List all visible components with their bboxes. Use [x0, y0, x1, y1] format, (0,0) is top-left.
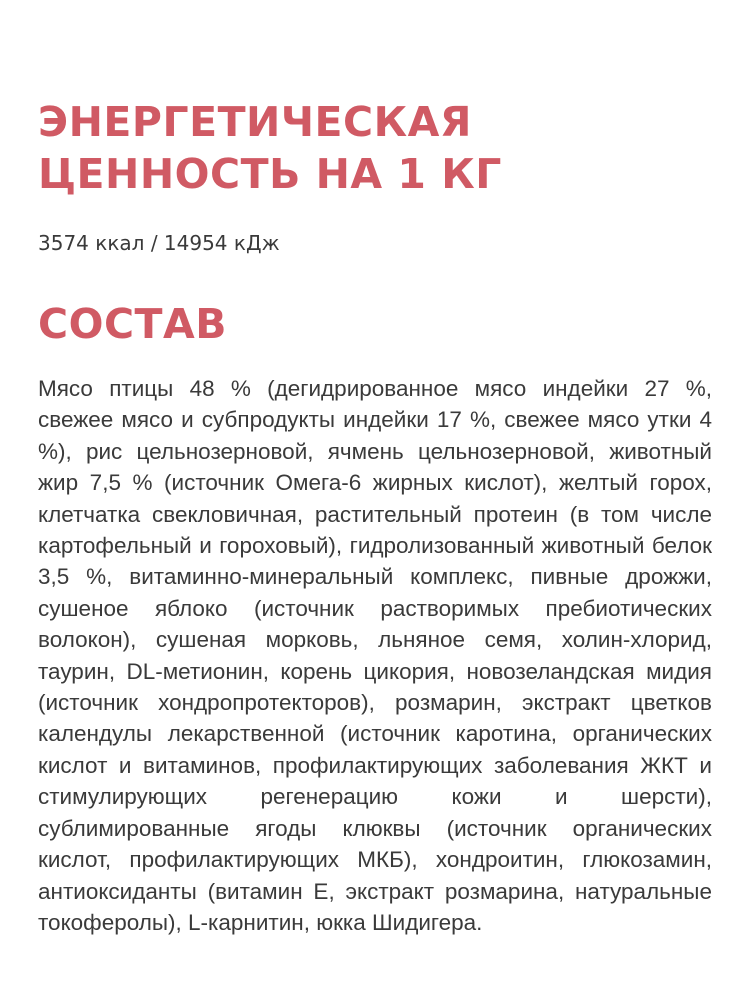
composition-heading: СОСТАВ — [38, 300, 227, 348]
energy-value-text: 3574 ккал / 14954 кДж — [38, 231, 280, 255]
composition-text: Мясо птицы 48 % (дегидрированное мясо индейки 27 %, свежее мясо и субпродукты индейки 17 %, свежее мясо утки 4 %), рис цельнозерновой, ячмень цельнозерновой, животный жир 7,5 % (источник Омега-6 жирных кислот), желтый горох, клетчатка свекловичная, растительный протеин (в том числе картофельный и гороховый), гидролизованный животный белок 3,5 %, витаминно-минеральный комплекс, пивные дрожжи, сушеное яблоко (источник растворимых пребиотических волокон), сушеная морковь, льняное семя, холин-хлорид, таурин, DL-метионин, корень цикория, новозеландская мидия (источник хондропротекторов), розмарин, экстракт цветков календулы лекарственной (источник каротина, органических кислот и витаминов, профилактирующих заболевания ЖКТ и стимулирующих регенерацию кожи и шерсти), сублимированные ягоды клюквы (источник органических кислот, профилактирующих МКБ), хондроитин, глюкозамин, антиоксиданты (витамин Е, экстракт розмарина, натуральные токоферолы), L-карнитин, юкка Шидигера. — [38, 376, 712, 935]
energy-heading-line1: ЭНЕРГЕТИЧЕСКАЯ — [38, 98, 472, 146]
energy-heading-line2: ЦЕННОСТЬ НА 1 КГ — [38, 150, 502, 198]
energy-value-heading — [38, 96, 712, 200]
